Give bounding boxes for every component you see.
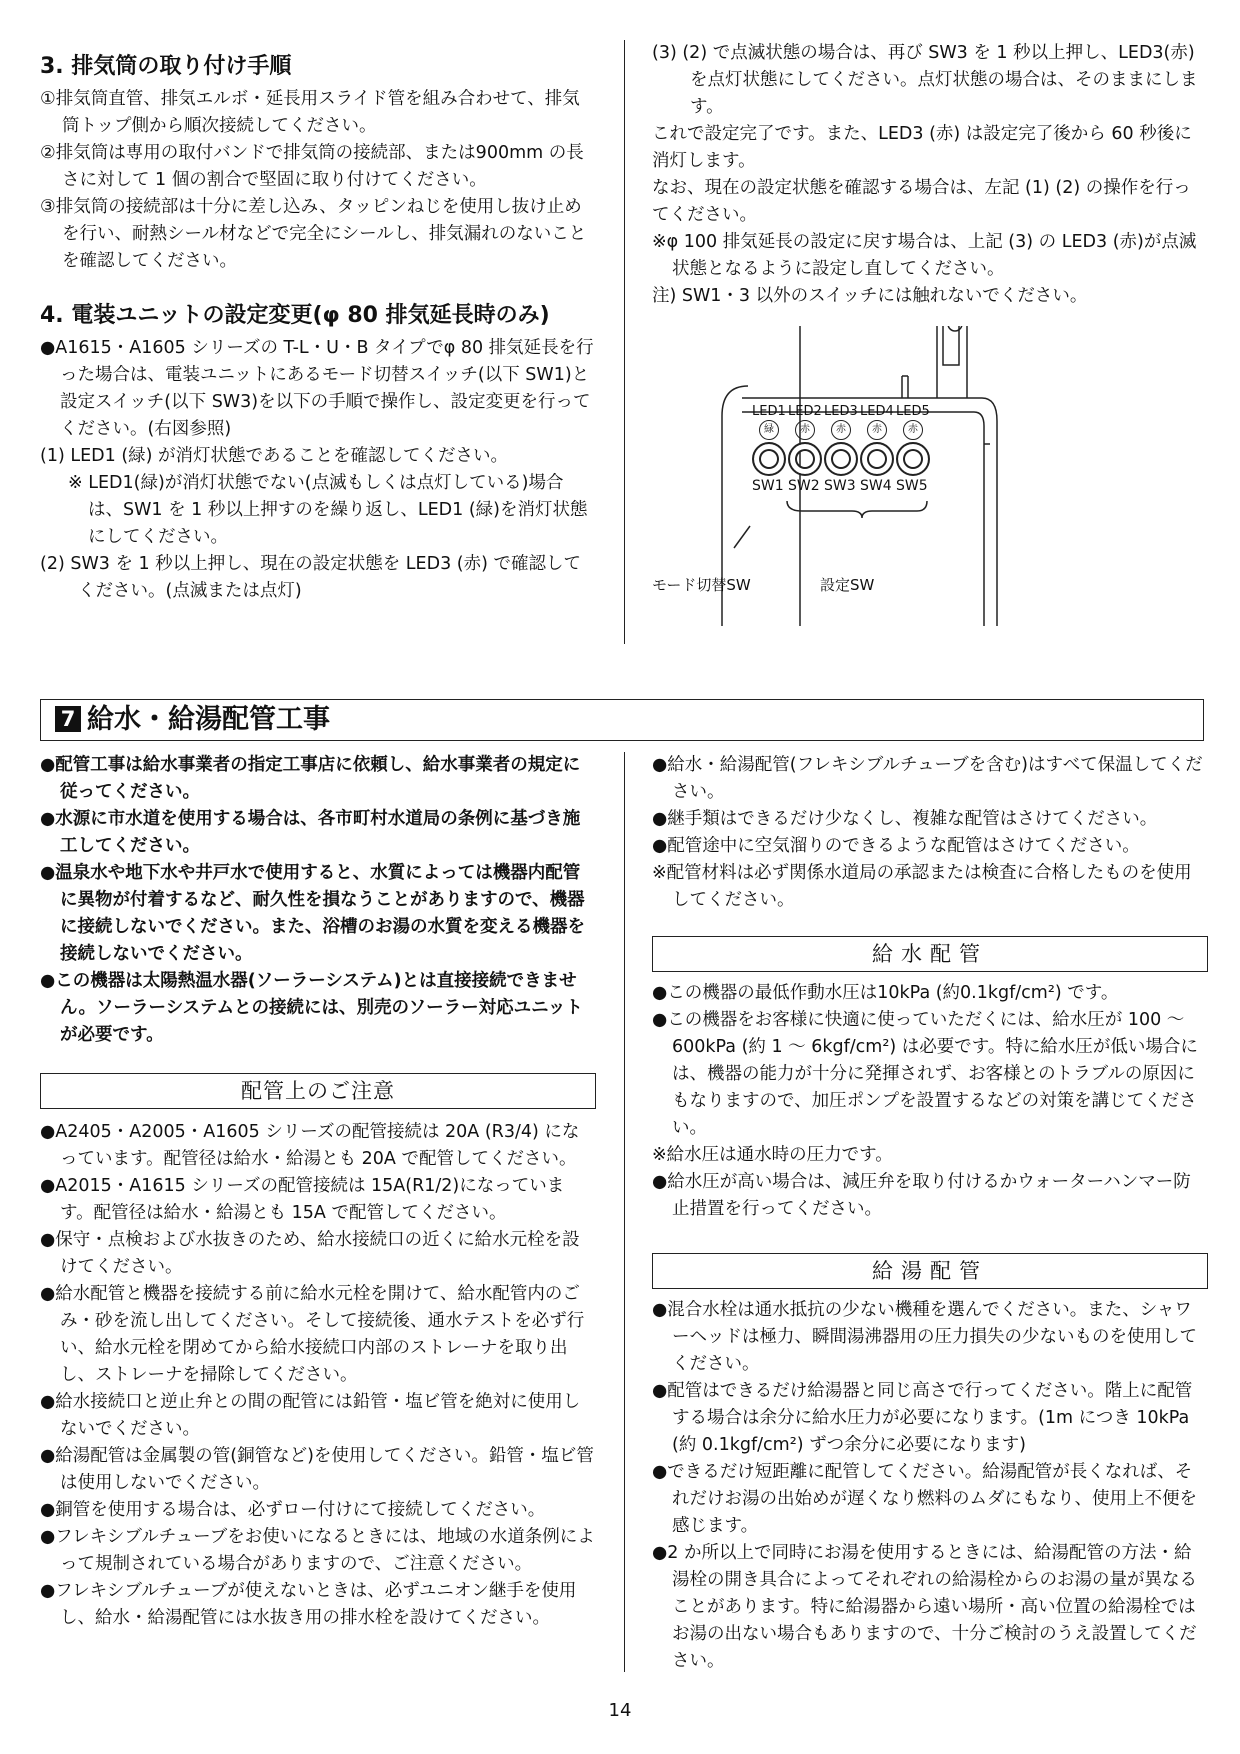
sw3-button xyxy=(824,442,858,476)
led5-indicator: 赤 xyxy=(903,420,923,440)
water-supply-title: 給水配管 xyxy=(652,936,1208,972)
led2-label: LED2 xyxy=(788,404,822,419)
water-item: ●この機器の最低作動水圧は10kPa (約0.1kgf/cm²) です。 xyxy=(652,983,1119,1003)
electrical-unit-diagram xyxy=(652,326,1182,626)
left-top-column xyxy=(40,52,596,605)
water-item: ※給水圧は通水時の圧力です。 xyxy=(652,1145,893,1165)
sw1-button xyxy=(752,442,786,476)
diagram-labels xyxy=(652,326,1182,626)
setting-done-text: これで設定完了です。また、LED3 (赤) は設定完了後から 60 秒後に消灯します。 xyxy=(652,124,1192,171)
column-divider-bottom xyxy=(624,752,625,1672)
caution-item: ●給湯配管は金属製の管(銅管など)を使用してください。鉛管・塩ビ管は使用しないでください。 xyxy=(40,1446,594,1493)
section7-left-column xyxy=(40,752,596,1632)
led4-label: LED4 xyxy=(860,404,894,419)
sw4-button xyxy=(860,442,894,476)
switch-warning: 注) SW1・3 以外のスイッチには触れないでください。 xyxy=(652,286,1088,306)
section7-header xyxy=(40,699,1204,741)
section3-title: 3. 排気筒の取り付け手順 xyxy=(40,54,292,79)
sw5-label: SW5 xyxy=(896,478,928,494)
sw5-button xyxy=(896,442,930,476)
right-top-column xyxy=(652,40,1208,310)
sw2-button xyxy=(788,442,822,476)
bold-item: ●この機器は太陽熱温水器(ソーラーシステム)とは直接接続できません。ソーラーシステムとの接続には、別売のソーラー対応ユニットが必要です。 xyxy=(40,971,583,1045)
hot-item: ●できるだけ短距離に配管してください。給湯配管が長くなれば、それだけお湯の出始めが遅くなり燃料のムダにもなり、使用上不便を感じます。 xyxy=(652,1462,1197,1536)
sec4-intro: ●A1615・A1605 シリーズの T-L・U・B タイプでφ 80 排気延長を行った場合は、電装ユニットにあるモード切替スイッチ(以下 SW1)と設定スイッチ(以下 SW3)を以下の手順で操作し、設定変更を行ってください。(右図参照) xyxy=(40,338,594,439)
general-item: ※配管材料は必ず関係水道局の承認または検査に合格したものを使用してください。 xyxy=(652,863,1192,910)
sw3-label: SW3 xyxy=(824,478,856,494)
sec3-item: ②排気筒は専用の取付バンドで排気筒の接続部、または900mm の長さに対して 1 個の割合で堅固に取り付けてください。 xyxy=(40,143,584,190)
section7-title: 給水・給湯配管工事 xyxy=(87,704,330,735)
step3: (3) (2) で点滅状態の場合は、再び SW3 を 1 秒以上押し、LED3(赤)を点灯状態にしてください。点灯状態の場合は、そのままにします。 xyxy=(652,43,1198,117)
general-item: ●給水・給湯配管(フレキシブルチューブを含む)はすべて保温してください。 xyxy=(652,755,1203,802)
water-item: ●給水圧が高い場合は、減圧弁を取り付けるかウォーターハンマー防止措置を行ってください。 xyxy=(652,1172,1191,1219)
led1-label: LED1 xyxy=(752,404,786,419)
hot-item: ●混合水栓は通水抵抗の少ない機種を選んでください。また、シャワーヘッドは極力、瞬間湯沸器用の圧力損失の少ないものを使用してください。 xyxy=(652,1300,1197,1374)
setting-switch-label: 設定SW xyxy=(820,576,875,594)
general-item: ●継手類はできるだけ少なくし、複雑な配管はさけてください。 xyxy=(652,809,1158,829)
sec3-item: ③排気筒の接続部は十分に差し込み、タッピンねじを使用し抜け止めを行い、耐熱シール材などで完全にシールし、排気漏れのないことを確認してください。 xyxy=(40,197,587,271)
caution-item: ●フレキシブルチューブが使えないときは、必ずユニオン継手を使用し、給水・給湯配管には水抜き用の排水栓を設けてください。 xyxy=(40,1581,577,1628)
caution-item: ●A2015・A1615 シリーズの配管接続は 15A(R1/2)になっています。配管径は給水・給湯とも 15A で配管してください。 xyxy=(40,1176,565,1223)
caution-item: ●保守・点検および水抜きのため、給水接続口の近くに給水元栓を設けてください。 xyxy=(40,1230,580,1277)
caution-item: ●銅管を使用する場合は、必ずロー付けにて接続してください。 xyxy=(40,1500,546,1520)
hot-water-title: 給湯配管 xyxy=(652,1253,1208,1289)
led1-indicator: 緑 xyxy=(759,420,779,440)
led4-indicator: 赤 xyxy=(867,420,887,440)
section4-title: 4. 電装ユニットの設定変更(φ 80 排気延長時のみ) xyxy=(40,303,550,328)
bold-item: ●配管工事は給水事業者の指定工事店に依頼し、給水事業者の規定に従ってください。 xyxy=(40,755,581,802)
page-number: 14 xyxy=(608,1700,632,1721)
section7-number: 7 xyxy=(55,706,81,732)
caution-item: ●給水配管と機器を接続する前に給水元栓を開けて、給水配管内のごみ・砂を流し出してください。そして接続後、通水テストを必ず行い、給水元栓を閉めてから給水接続口内部のストレーナを取り出し、ストレーナを掃除してください。 xyxy=(40,1284,585,1385)
caution-item: ●フレキシブルチューブをお使いになるときには、地域の水道条例によって規制されている場合がありますので、ご注意ください。 xyxy=(40,1527,595,1574)
sec3-item: ①排気筒直管、排気エルボ・延長用スライド管を組み合わせて、排気筒トップ側から順次接続してください。 xyxy=(40,89,580,136)
caution-box-title: 配管上のご注意 xyxy=(40,1073,596,1109)
sw1-label: SW1 xyxy=(752,478,784,494)
water-item: ●この機器をお客様に快適に使っていただくには、給水圧が 100 〜 600kPa (約 1 〜 6kgf/cm²) は必要です。特に給水圧が低い場合には、機器の能力が十分に発揮されず、お客様とのトラブルの原因にもなりますので、加圧ポンプを設置するなどの対策を講じてください。 xyxy=(652,1010,1198,1138)
step1: (1) LED1 (緑) が消灯状態であることを確認してください。 xyxy=(40,446,509,466)
revert-note: ※φ 100 排気延長の設定に戻す場合は、上記 (3) の LED3 (赤)が点滅状態となるように設定し直してください。 xyxy=(652,232,1197,279)
hot-item: ●配管はできるだけ給湯器と同じ高さで行ってください。階上に配管する場合は余分に給水圧力が必要になります。(1m につき 10kPa (約 0.1kgf/cm²) ずつ余分に必要になります) xyxy=(652,1381,1193,1455)
column-divider-top xyxy=(624,40,625,644)
led5-label: LED5 xyxy=(896,404,930,419)
mode-switch-label: モード切替SW xyxy=(652,576,751,594)
section7-right-column xyxy=(652,752,1208,1675)
caution-item: ●A2405・A2005・A1605 シリーズの配管接続は 20A (R3/4) になっています。配管径は給水・給湯とも 20A で配管してください。 xyxy=(40,1122,580,1169)
led3-indicator: 赤 xyxy=(831,420,851,440)
general-item: ●配管途中に空気溜りのできるような配管はさけてください。 xyxy=(652,836,1140,856)
led3-label: LED3 xyxy=(824,404,858,419)
caution-item: ●給水接続口と逆止弁との間の配管には鉛管・塩ビ管を絶対に使用しないでください。 xyxy=(40,1392,581,1439)
hot-item: ●2 か所以上で同時にお湯を使用するときには、給湯配管の方法・給湯栓の開き具合によってそれぞれの給湯栓からのお湯の量が異なることがあります。特に給湯器から遠い場所・高い位置の給湯栓ではお湯の出ない場合もありますので、十分ご検討のうえ設置してください。 xyxy=(652,1543,1197,1671)
bold-item: ●水源に市水道を使用する場合は、各市町村水道局の条例に基づき施工してください。 xyxy=(40,809,581,856)
led2-indicator: 赤 xyxy=(795,420,815,440)
sw2-label: SW2 xyxy=(788,478,820,494)
step2: (2) SW3 を 1 秒以上押し、現在の設定状態を LED3 (赤) で確認してください。(点滅または点灯) xyxy=(40,554,581,601)
step1-note: ※ LED1(緑)が消灯状態でない(点滅もしくは点灯している)場合は、SW1 を 1 秒以上押すのを繰り返し、LED1 (緑)を消灯状態にしてください。 xyxy=(68,473,588,547)
confirm-text: なお、現在の設定状態を確認する場合は、左記 (1) (2) の操作を行ってください。 xyxy=(652,178,1191,225)
bold-item: ●温泉水や地下水や井戸水で使用すると、水質によっては機器内配管に異物が付着するなど、耐久性を損なうことがありますので、機器に接続しないでください。また、浴槽のお湯の水質を変える機器を接続しないでください。 xyxy=(40,863,585,964)
sw4-label: SW4 xyxy=(860,478,892,494)
